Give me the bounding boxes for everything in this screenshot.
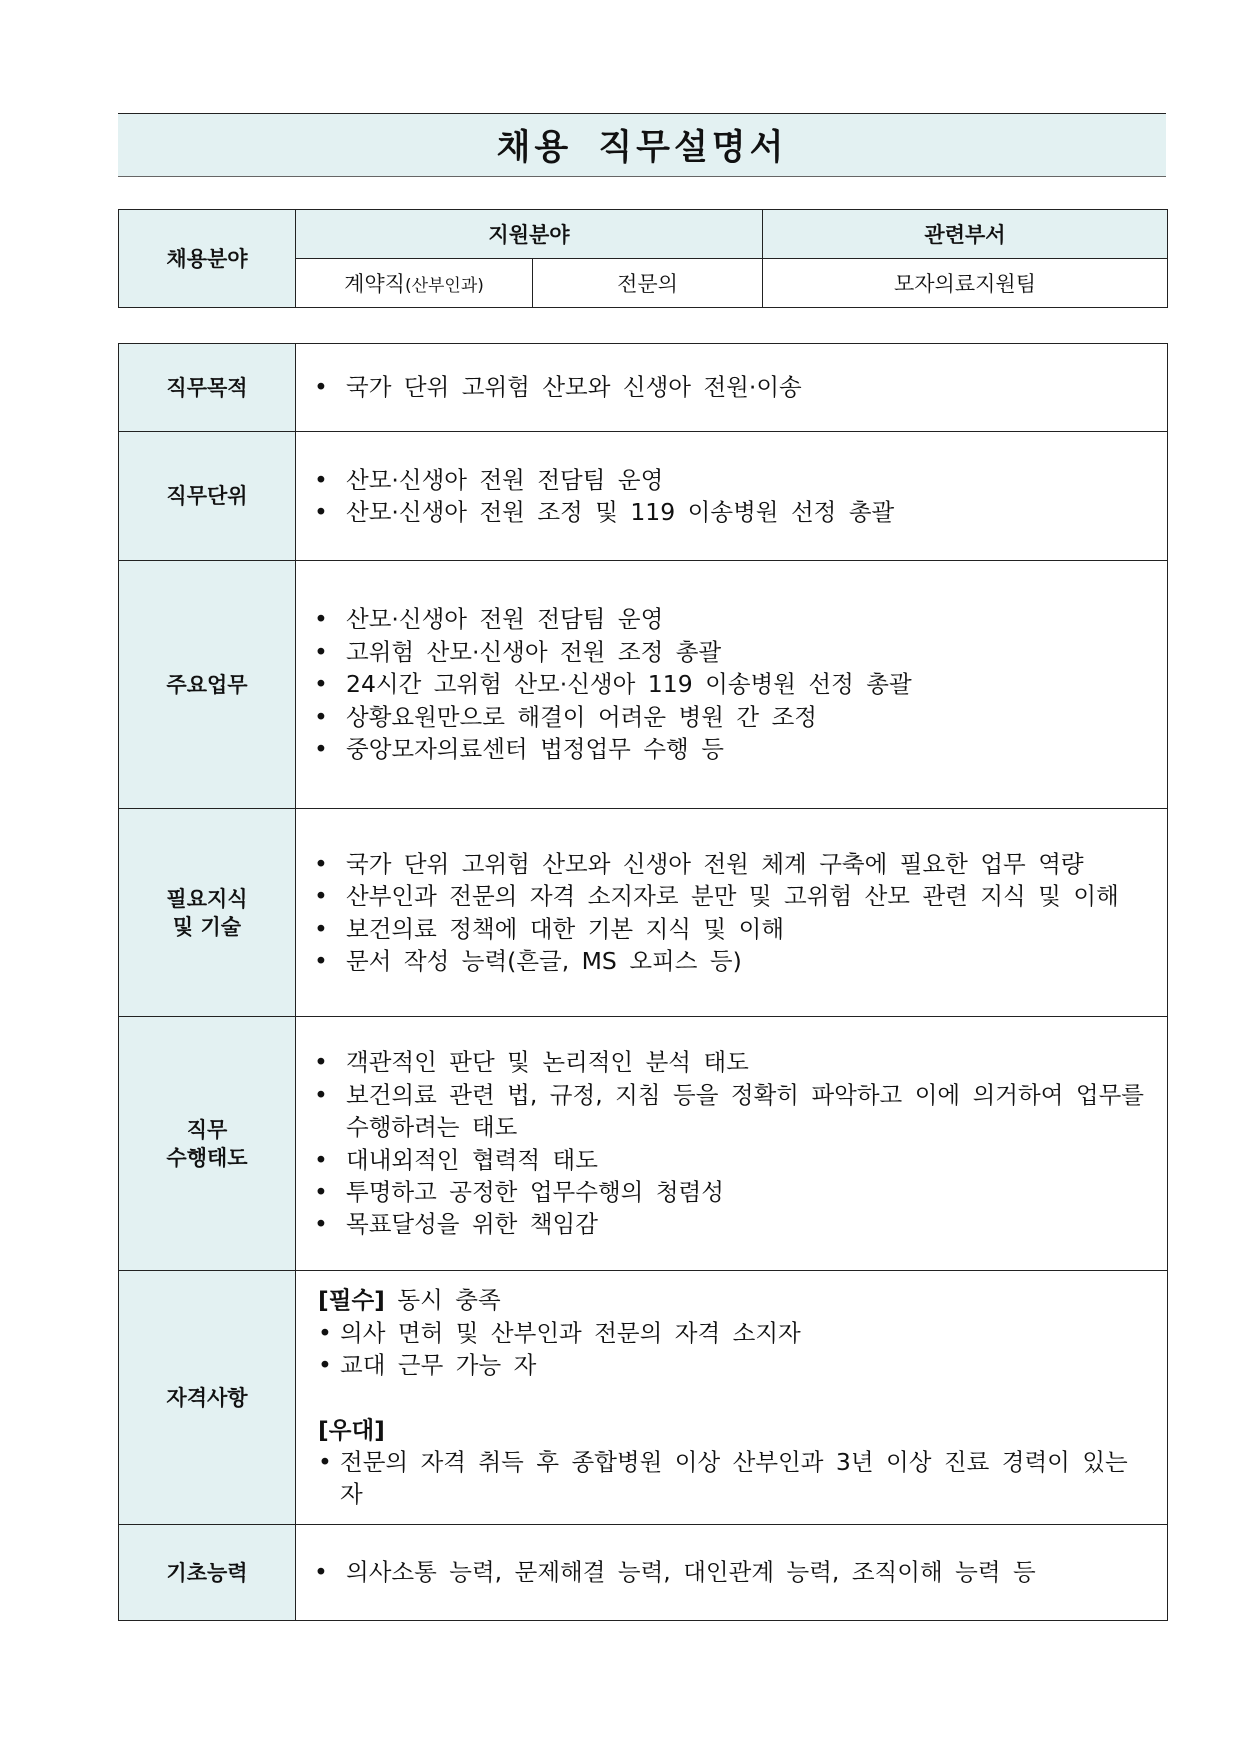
list-item: • 고위험 산모·신생아 전원 조정 총괄 (310, 636, 1157, 668)
recruit-table (118, 209, 1168, 308)
qualification-label: 자격사항 (119, 1271, 296, 1525)
list-item: • 전문의 자격 취득 후 종합병원 이상 산부인과 3년 이상 진료 경력이 있는 자 (318, 1446, 1157, 1511)
skills-label-line-2: 및 기술 (172, 914, 242, 939)
qualification-content (296, 1271, 1168, 1525)
field-header: 지원분야 (296, 210, 763, 259)
list-item: • 산모·신생아 전원 조정 및 119 이송병원 선정 총괄 (310, 496, 1157, 528)
dept-value: 모자의료지원팀 (763, 259, 1168, 308)
employment-type-main: 계약직 (344, 272, 405, 296)
list-item: • 산모·신생아 전원 전담팀 운영 (310, 464, 1157, 496)
job-description-table (118, 343, 1168, 1621)
recruit-label: 채용분야 (119, 210, 296, 308)
position-value: 전문의 (533, 259, 763, 308)
list-item: • 의사 면허 및 산부인과 전문의 자격 소지자 (318, 1317, 1157, 1349)
list-item: • 투명하고 공정한 업무수행의 청렴성 (310, 1176, 1157, 1208)
list-item: • 목표달성을 위한 책임감 (310, 1208, 1157, 1240)
duties-label: 주요업무 (119, 561, 296, 809)
attitude-label-line-1: 직무 (186, 1117, 228, 1142)
list-item: • 대내외적인 협력적 태도 (310, 1144, 1157, 1176)
list-item: • 보건의료 관련 법, 규정, 지침 등을 정확히 파악하고 이에 의거하여 업무를 수행하려는 태도 (310, 1079, 1157, 1144)
basic-label: 기초능력 (119, 1525, 296, 1621)
list-item: • 상황요원만으로 해결이 어려운 병원 간 조정 (310, 701, 1157, 733)
employment-type (296, 259, 533, 308)
unit-content (296, 432, 1168, 561)
attitude-content (296, 1017, 1168, 1271)
document-title: 채용 직무설명서 (496, 128, 788, 168)
list-item: • 24시간 고위험 산모·신생아 119 이송병원 선정 총괄 (310, 668, 1157, 700)
duties-content (296, 561, 1168, 809)
required-tag: [필수] (318, 1286, 385, 1315)
skills-content (296, 809, 1168, 1017)
purpose-content (296, 344, 1168, 432)
skills-label (119, 809, 296, 1017)
list-item: • 산부인과 전문의 자격 소지자로 분만 및 고위험 산모 관련 지식 및 이해 (310, 880, 1157, 912)
skills-label-line-1: 필요지식 (166, 886, 248, 911)
purpose-label: 직무목적 (119, 344, 296, 432)
list-item: • 의사소통 능력, 문제해결 능력, 대인관계 능력, 조직이해 능력 등 (310, 1556, 1157, 1588)
list-item: • 산모·신생아 전원 전담팀 운영 (310, 603, 1157, 635)
list-item: • 교대 근무 가능 자 (318, 1349, 1157, 1381)
title-banner (118, 113, 1166, 177)
attitude-label-line-2: 수행태도 (166, 1145, 248, 1170)
required-heading (318, 1284, 1157, 1316)
dept-header: 관련부서 (763, 210, 1168, 259)
preferred-tag: [우대] (318, 1415, 385, 1444)
employment-type-sub: (산부인과) (404, 276, 484, 296)
basic-content (296, 1525, 1168, 1621)
required-note: 동시 충족 (397, 1286, 501, 1315)
list-item: • 국가 단위 고위험 산모와 신생아 전원 체계 구축에 필요한 업무 역량 (310, 848, 1157, 880)
list-item: • 국가 단위 고위험 산모와 신생아 전원·이송 (310, 371, 1157, 403)
list-item: • 객관적인 판단 및 논리적인 분석 태도 (310, 1046, 1157, 1078)
list-item: • 보건의료 정책에 대한 기본 지식 및 이해 (310, 913, 1157, 945)
unit-label: 직무단위 (119, 432, 296, 561)
list-item: • 문서 작성 능력(흔글, MS 오피스 등) (310, 945, 1157, 977)
attitude-label (119, 1017, 296, 1271)
list-item: • 중앙모자의료센터 법정업무 수행 등 (310, 733, 1157, 765)
